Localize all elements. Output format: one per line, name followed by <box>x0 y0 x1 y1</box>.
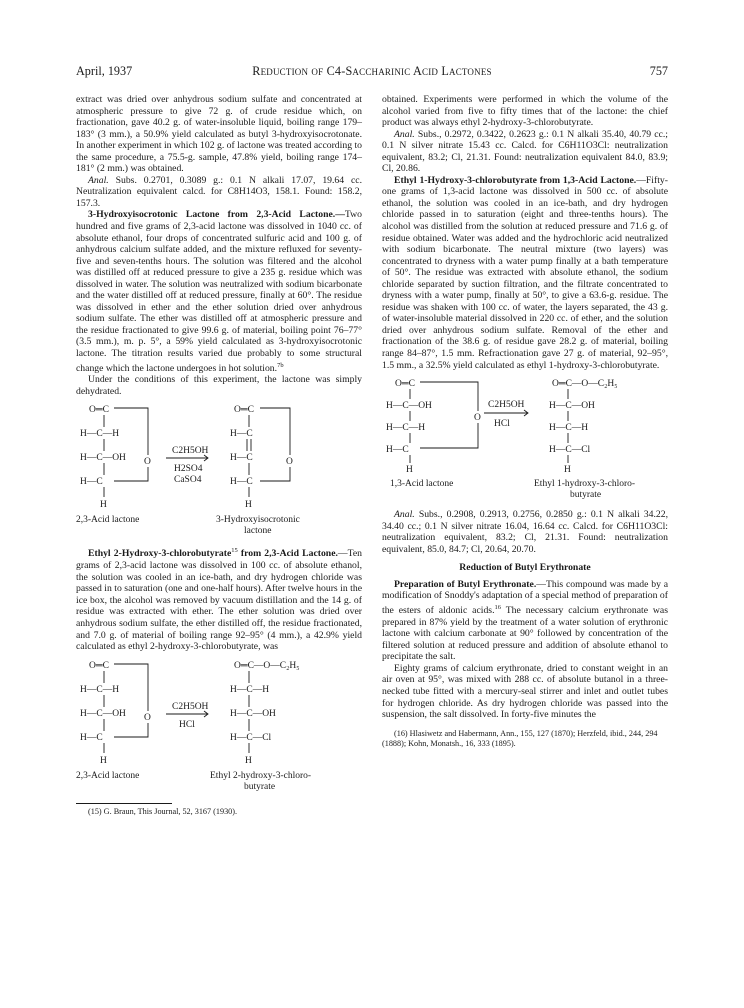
reagent-bottom: H2SO4 <box>174 464 203 475</box>
svg-text:H—C: H—C <box>230 429 253 440</box>
paragraph-text: Two hundred and five grams of 2,3-acid lactone was dissolved in 1040 cc. of absolute ethanol, four drops of concentrated sulfuric acid and 100 g. of anhydrous calcium sulfate added, and the mixture refluxed for seventy-five and seven-tenths hours. The solution was filtered and the alcohol was distilled off at reduced pressure to give a 235 g. residue which was dissolved in water. The solution was neutralized with sodium bicarbonate and the water distilled off at reduced pressure, finally at 60°. The residue was dissolved in ether and the ether solution dried over anhydrous sodium sulfate. The ether was distilled off at atmospheric pressure and the residue fractionated to give 99.6 g. of material, boiling point 76–77° (3.5 mm.), m. p. 5°, a 59% yield calculated as 3-hydroxyisocrotonic lactone. The titration results varied due probably to some structural change which the lactone undergoes in hot solution. <box>76 209 362 374</box>
svg-text:O═C: O═C <box>234 405 254 416</box>
scheme-label-left: 2,3-Acid lactone <box>76 770 140 781</box>
scheme-label-right-1: Ethyl 1-hydroxy-3-chloro- <box>534 479 636 490</box>
svg-text:H: H <box>100 755 107 766</box>
scheme-label-left: 1,3-Acid lactone <box>390 479 454 490</box>
anal-text: Subs. 0.2701, 0.3089 g.: 0.1 N alkali 17.07, 19.64 cc. Neutralization equivalent calcd. for C8H14O3, 158.1. Found: 158.2, 157.3. <box>76 174 363 209</box>
paragraph: Eighty grams of calcium erythronate, dried to constant weight in an air oven at 95°, was mixed with 288 cc. of absolute butanol in a three-necked tube fitted with a mercury-seal stirrer and inlet and outlet tubes for hydrogen chloride. As dry hydrogen chloride was passed into the suspension, the salt dissolved. In forty-five minutes the <box>382 662 668 721</box>
paragraph <box>382 579 668 663</box>
svg-text:H—C: H—C <box>80 477 103 488</box>
anal-label: Anal. <box>88 174 109 186</box>
paragraph-text-cont: The necessary calcium erythronate was prepared in 87% yield by the treatment of a water solution of erythronic lactone with calcium carbonate at 90° followed by concentration of the filtered solution at reduced pressure and addition of absolute ethanol to precipitate the salt. <box>382 605 668 663</box>
anal-label: Anal. <box>394 128 415 140</box>
anal-text: Subs., 0.2908, 0.2913, 0.2756, 0.2850 g.: 0.1 N alkali 34.22, 34.40 cc.; 0.1 N silver nitrate 16.04, 16.64 cc. Calcd. for C6H11O3Cl: neutralization equivalent, 83.2; Cl, 21.31. Found: neutralization equivalent, 85.0, 84.7; Cl, 20.64, 20.70. <box>382 509 669 555</box>
reagent-top: C2H5OH <box>172 446 209 457</box>
reference-mark: 7b <box>277 361 284 369</box>
footnote: (15) G. Braun, This Journal, 52, 3167 (1930). <box>88 806 238 816</box>
right-column <box>382 94 668 749</box>
analysis-paragraph <box>382 509 668 555</box>
paragraph <box>382 175 668 371</box>
reference-mark: 16 <box>494 603 501 611</box>
paragraph <box>76 545 362 652</box>
svg-text:H—C—OH: H—C—OH <box>549 401 595 412</box>
header-page-number: 757 <box>649 64 668 78</box>
reagent-top: C2H5OH <box>172 701 209 712</box>
svg-text:H: H <box>100 500 107 511</box>
paragraph-heading: Preparation of Butyl Erythronate. <box>394 578 537 590</box>
reagent-bottom-2: CaSO4 <box>174 475 202 486</box>
section-heading: Reduction of Butyl Erythronate <box>459 562 591 574</box>
svg-text:O: O <box>144 457 151 468</box>
header-date: April, 1937 <box>76 64 133 78</box>
svg-text:O═C: O═C <box>89 660 109 671</box>
anal-label: Anal. <box>394 509 415 521</box>
analysis-paragraph <box>76 175 362 210</box>
reference-mark: 15 <box>231 547 238 555</box>
paragraph-heading-cont: from 2,3-Acid Lactone. <box>237 548 338 560</box>
svg-text:H—C—H: H—C—H <box>80 429 120 440</box>
svg-text:H—C—Cl: H—C—Cl <box>549 445 591 456</box>
svg-text:O: O <box>144 712 151 723</box>
svg-text:H—C—H: H—C—H <box>80 684 120 695</box>
scheme-label-right-2: butyrate <box>244 781 276 792</box>
paragraph-heading: Ethyl 1-Hydroxy-3-chlorobutyrate from 1,3-Acid Lactone. <box>394 174 637 186</box>
page-header <box>76 64 668 80</box>
footnote-divider <box>76 803 172 804</box>
svg-text:H—C—OH: H—C—OH <box>80 453 126 464</box>
svg-text:H—C: H—C <box>230 453 253 464</box>
svg-text:H—C: H—C <box>230 477 253 488</box>
svg-text:O: O <box>286 457 293 468</box>
svg-text:H: H <box>245 500 252 511</box>
footnote: (16) Hlasiwetz and Habermann, Ann., 155, 127 (1870); Herzfeld, ibid., 244, 294 (1888); Kohn, Monatsh., 16, 333 (1895). <box>382 728 658 748</box>
reagent-top: C2H5OH <box>488 400 525 411</box>
paragraph-heading: 3-Hydroxyisocrotonic Lactone from 2,3-Acid Lactone.— <box>88 209 345 221</box>
svg-text:H—C—OH: H—C—OH <box>80 708 126 719</box>
svg-text:H—C—OH: H—C—OH <box>230 708 276 719</box>
paragraph-heading: Ethyl 2-Hydroxy-3-chlorobutyrate <box>88 548 232 560</box>
header-title: Reduction of C4-Saccharinic Acid Lactones <box>252 64 492 78</box>
scheme-label-right-2: butyrate <box>570 490 602 501</box>
reaction-scheme-1 <box>76 401 362 539</box>
scheme-label-right-1: Ethyl 2-hydroxy-3-chloro- <box>210 770 312 781</box>
reagent-bottom: HCl <box>179 719 195 730</box>
svg-text:H: H <box>406 465 413 476</box>
left-column <box>76 94 362 817</box>
paragraph: extract was dried over anhydrous sodium sulfate and concentrated at atmospheric pressure to give 72 g. of crude residue which, on fractionation, gave 40.2 g. of water-insoluble liquid, boiling range 179–183° (3 mm.), a 50.9% yield calculated as butyl 3-hydroxyisocrotonate. In another experiment in which 102 g. of lactone was treated according to the same procedure, a 75.5-g. sample, 47.8% yield, boiling range 174–181° (2 mm.) was obtained. <box>76 94 362 175</box>
svg-text:H: H <box>564 465 571 476</box>
svg-text:O═C—O—C₂H₅: O═C—O—C₂H₅ <box>552 379 618 390</box>
svg-text:H—C: H—C <box>80 732 103 743</box>
paragraph: Under the conditions of this experiment, the lactone was simply dehydrated. <box>76 374 362 397</box>
analysis-paragraph <box>382 129 668 175</box>
svg-text:H—C—OH: H—C—OH <box>386 401 432 412</box>
paragraph-text: —Ten grams of 2,3-acid lactone was dissolved in 100 cc. of absolute ethanol, the solution was cooled in an ice-bath, and dry hydrogen chloride was passed in to saturation (one and one-half hours). After twelve hours in the ice box, the alcohol was removed by vacuum distillation and the 14 g. of residue was extracted with ether. The ether solution was dried over anhydrous sodium sulfate, the ether distilled off, the residue fractionated, and 7.0 g. of material of boiling range 92–95° (4 mm.), a 42.9% yield calculated as ethyl 2-hydroxy-3-chlorobutyrate, was <box>76 548 362 653</box>
svg-text:O═C—O—C₂H₅: O═C—O—C₂H₅ <box>234 660 300 671</box>
svg-text:H—C—H: H—C—H <box>386 423 426 434</box>
reagent-bottom: HCl <box>494 419 510 430</box>
reaction-scheme-3 <box>382 375 668 503</box>
svg-text:H: H <box>245 755 252 766</box>
paragraph-text: —This compound was made by a modification of Snoddy's adaptation of a special method of preparation of the esters of aldonic acids. <box>382 578 669 617</box>
paragraph: obtained. Experiments were performed in which the volume of the alcohol varied from five to fifty times that of the lactone: the chief product was always ethyl 2-hydroxy-3-chlorobutyrate. <box>382 94 668 129</box>
svg-text:H—C—H: H—C—H <box>549 423 589 434</box>
svg-text:H—C—H: H—C—H <box>230 684 270 695</box>
svg-text:O: O <box>474 413 481 424</box>
paragraph <box>76 209 362 374</box>
svg-text:O═C: O═C <box>89 405 109 416</box>
paragraph-text: —Fifty-one grams of 1,3-acid lactone was dissolved in 500 cc. of absolute ethanol, the solution was cooled in an ice-bath, and dry hydrogen chloride passed in to saturation (eight and three-tenths hours). The alcohol was distilled from the solution at reduced pressure and 71.6 g. of residue obtained. Water was added and the hydrochloric acid neutralized with sodium bicarbonate. The neutral mixture (two layers) was concentrated to dryness with a water pump finally at a bath temperature of 50°. The residue was extracted with absolute ethanol, the sodium chloride separated by suction filtration, and the filtrate concentrated to dryness with a water pump, finally at 50°, to give a 63.6-g. residue. The residue was shaken with 100 cc. of water, the layers separated, the 43 g. of water-insoluble material dissolved in 220 cc. of ether, and the solution dried over anhydrous sodium sulfate. Removal of the ether and fractionation of the 38.6 g. of residue gave 28.2 g. of material, boiling range 84–87°, 1.5 mm. Refractionation gave 27 g. of material, 92–95°, 1.5 mm., a 32.5% yield calculated as ethyl 1-hydroxy-3-chlorobutyrate. <box>382 174 668 371</box>
svg-text:H—C: H—C <box>386 445 409 456</box>
reaction-scheme-2 <box>76 657 362 795</box>
svg-text:H—C—Cl: H—C—Cl <box>230 732 272 743</box>
scheme-label-right-2: lactone <box>244 526 272 537</box>
scheme-label-left: 2,3-Acid lactone <box>76 515 140 526</box>
anal-text: Subs., 0.2972, 0.3422, 0.2623 g.: 0.1 N alkali 35.40, 40.79 cc.; 0.1 N silver nitrate 15.43 cc. Calcd. for C6H11O3Cl: neutralization equivalent, 83.2; Cl, 21.31. Found: neutralization equivalent 84.0, 83.9; Cl, 20.86. <box>382 128 669 175</box>
scheme-label-right-1: 3-Hydroxyisocrotonic <box>216 515 300 526</box>
svg-text:O═C: O═C <box>395 379 415 390</box>
